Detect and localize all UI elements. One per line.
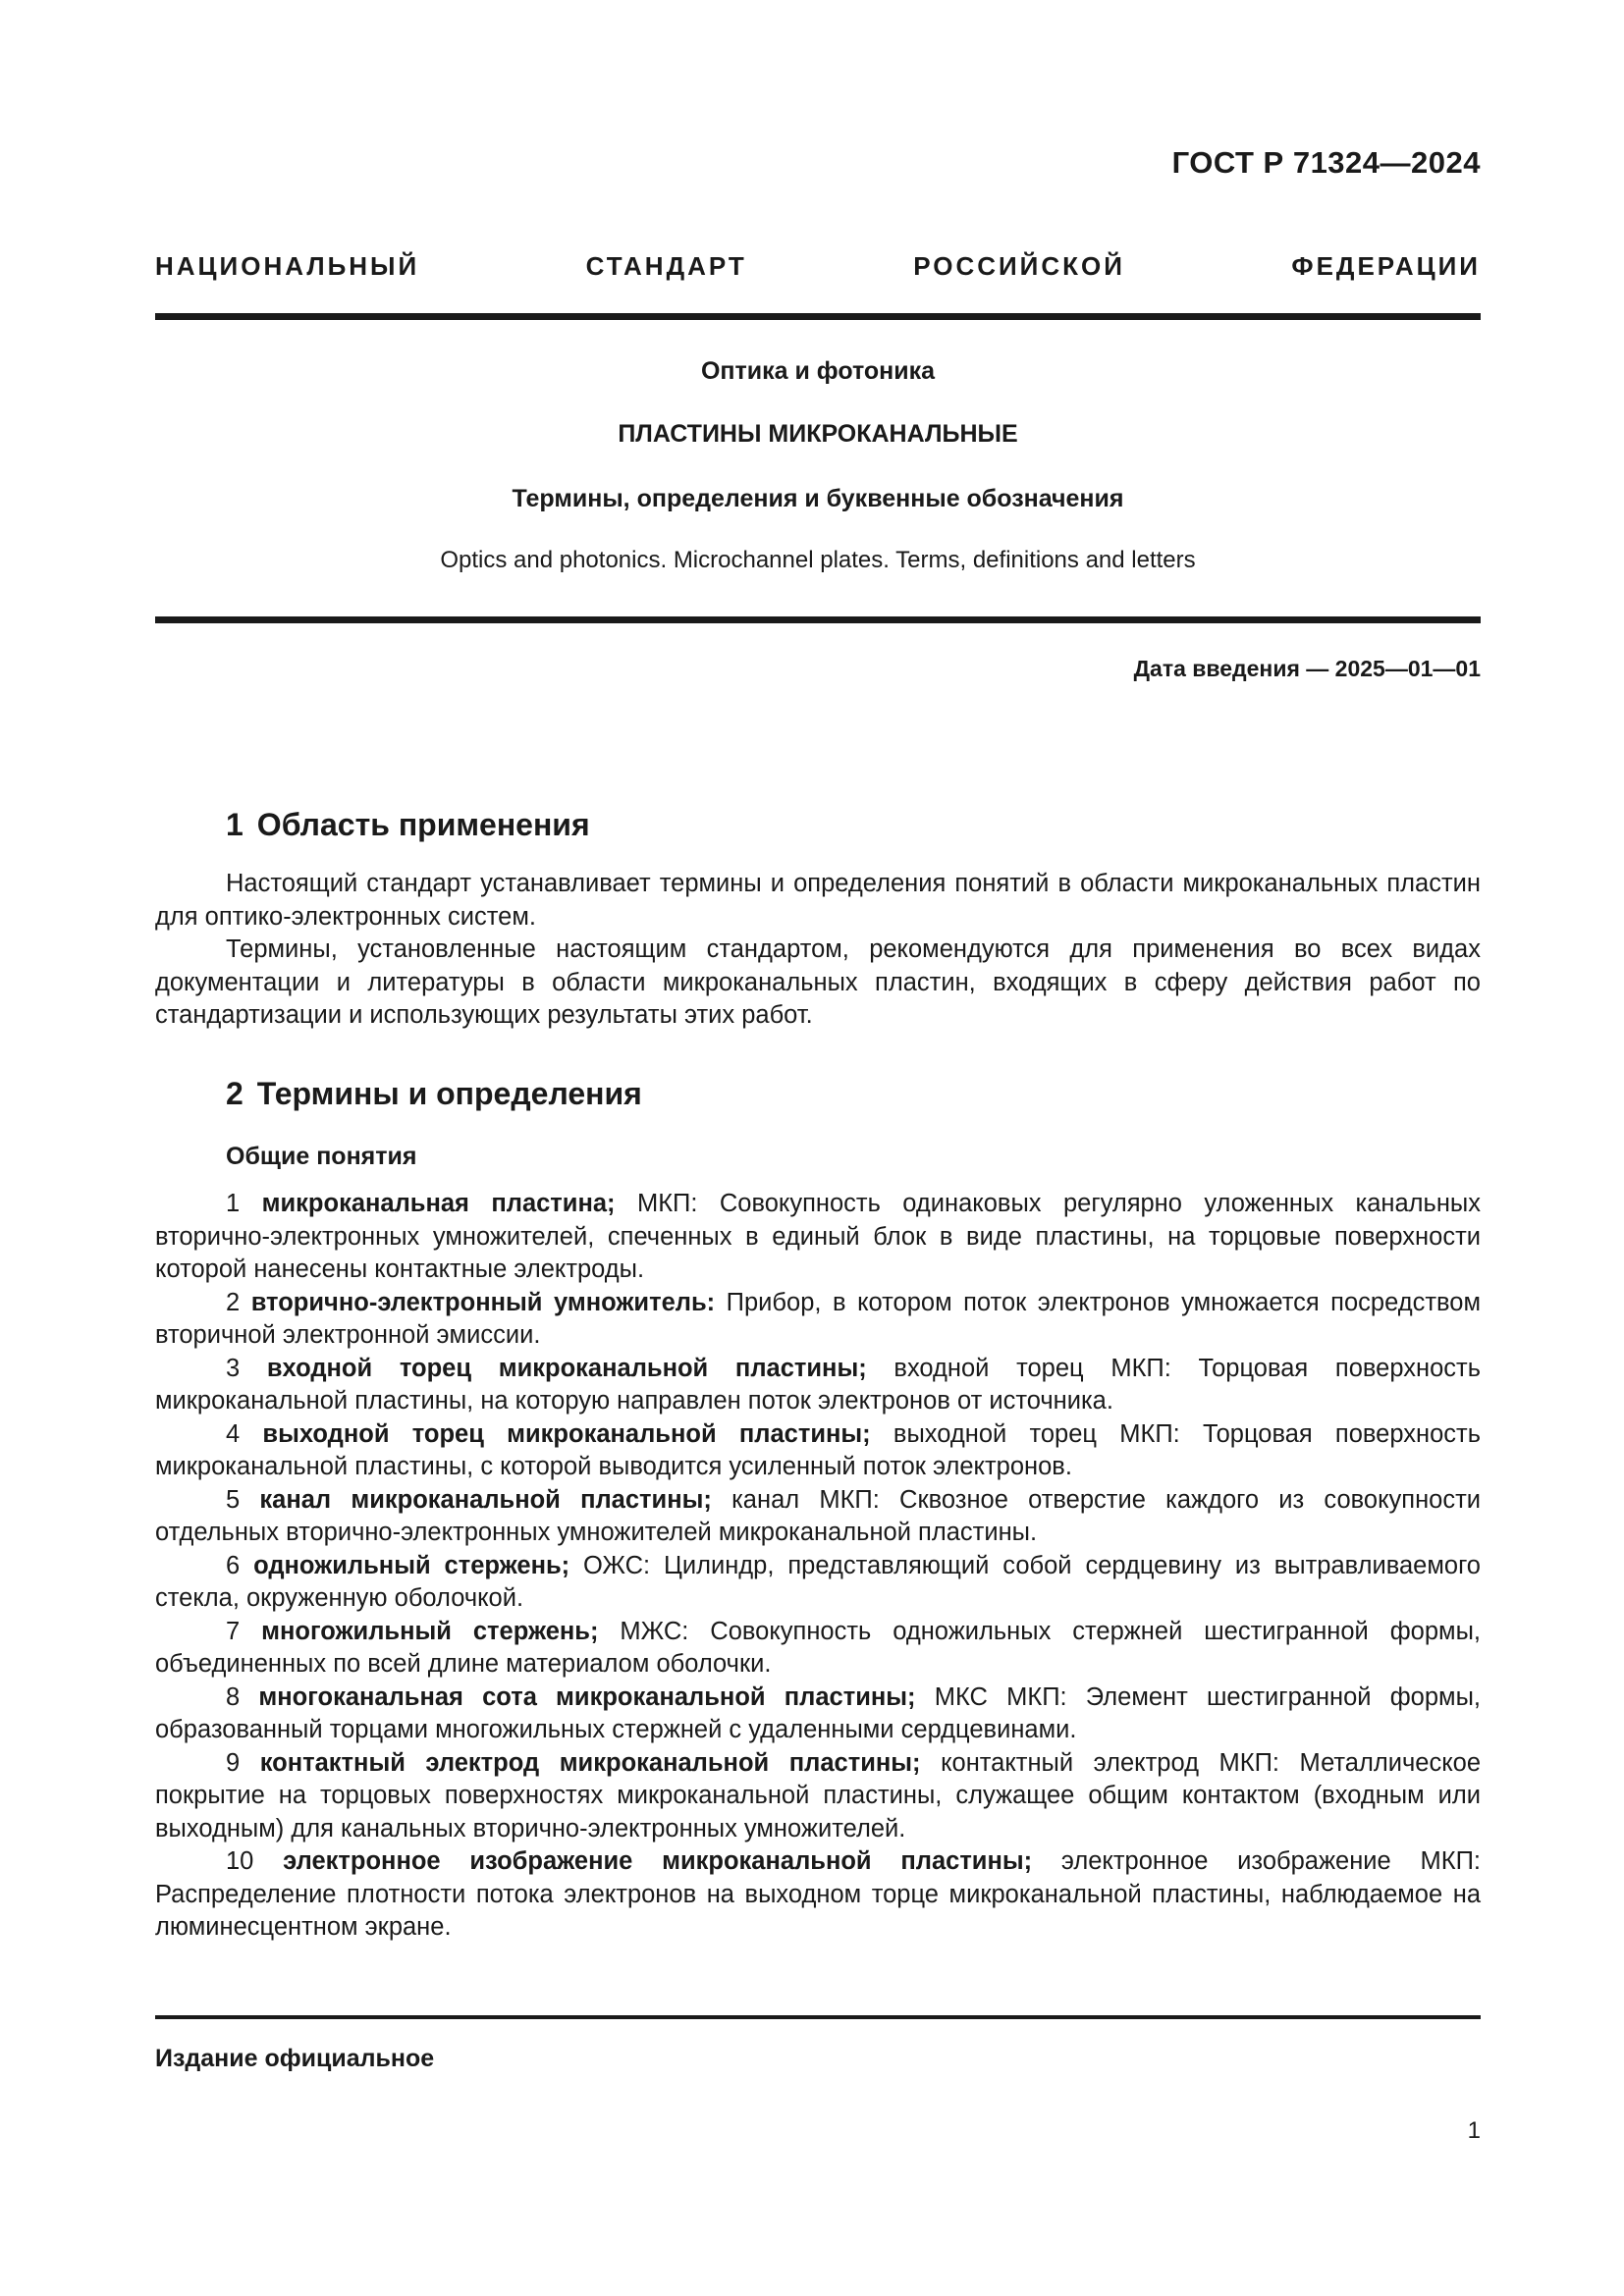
title-divider — [155, 616, 1481, 623]
term-definition: МЖС: Совокупность одножильных стержней шестигранной формы, объединенных по всей длине материалом оболочки. — [155, 1617, 1481, 1678]
term-definition: Прибор, в котором поток электронов умножается посредством вторичной электронной эмиссии. — [155, 1288, 1481, 1349]
section-1-heading — [226, 807, 590, 843]
term-definition: МКП: Совокупность одинаковых регулярно уложенных канальных вторично-электронных умножителей, спеченных в единый блок в виде пластины, на торцовые поверхности которой нанесены контактные электроды. — [155, 1190, 1481, 1283]
title-english: Optics and photonics. Microchannel plates. Terms, definitions and letters — [440, 547, 1196, 573]
term-entry — [155, 1616, 1481, 1682]
term-definition: входной торец МКП: Торцовая поверхность микроканальной пластины, на которую направлен поток электронов от источника. — [155, 1354, 1481, 1415]
term-entry — [155, 1550, 1481, 1616]
term-definition: электронное изображение МКП: Распределение плотности потока электронов на выходном торце микроканальной пластины, наблюдаемое на люминесцентном экране. — [155, 1847, 1481, 1941]
paragraph: Настоящий стандарт устанавливает термины и определения понятий в области микроканальных пластин для оптико-электронных систем. — [155, 870, 1481, 931]
title-name: ПЛАСТИНЫ МИКРОКАНАЛЬНЫЕ — [618, 420, 1018, 448]
section-number: 2 — [226, 1076, 244, 1111]
term-name: многоканальная сота микроканальной пластины; — [258, 1682, 916, 1711]
section-2-heading — [226, 1076, 642, 1112]
document-code: ГОСТ Р 71324—2024 — [1171, 145, 1481, 180]
term-name: электронное изображение микроканальной пластины; — [283, 1847, 1033, 1875]
term-number: 7 — [226, 1617, 241, 1645]
term-number: 8 — [226, 1682, 241, 1711]
term-number: 10 — [226, 1847, 254, 1875]
term-name: вторично-электронный умножитель: — [250, 1288, 716, 1316]
term-number: 6 — [226, 1551, 241, 1579]
title-category: Оптика и фотоника — [700, 357, 936, 385]
term-entry — [155, 1484, 1481, 1550]
term-definition: контактный электрод МКП: Металлическое покрытие на торцовых поверхностях микроканальной пластины, служащее общим контактом (входным или выходным) для канальных вторично-электронных умножителей. — [155, 1748, 1481, 1842]
section-number: 1 — [226, 807, 244, 842]
term-entry — [155, 1418, 1481, 1484]
terms-list — [155, 1188, 1481, 1945]
footer-divider — [155, 2015, 1481, 2019]
paragraph: Термины, установленные настоящим стандартом, рекомендуются для применения во всех видах документации и литературы в области микроканальных пластин, входящих в сферу действия работ по стандартизации и использующих результаты этих работ. — [155, 935, 1481, 1029]
term-number: 9 — [226, 1748, 241, 1777]
term-entry — [155, 1188, 1481, 1287]
term-name: входной торец микроканальной пластины; — [266, 1354, 867, 1382]
term-number: 4 — [226, 1419, 241, 1448]
term-entry — [155, 1353, 1481, 1418]
title-subtitle: Термины, определения и буквенные обозначения — [512, 485, 1124, 512]
term-definition: выходной торец МКП: Торцовая поверхность микроканальной пластины, с которой выводится усиленный поток электронов. — [155, 1419, 1481, 1480]
term-name: контактный электрод микроканальной пластины; — [259, 1748, 921, 1777]
section-1-body — [155, 868, 1481, 1033]
term-name: микроканальная пластина; — [261, 1190, 616, 1217]
subsection-heading: Общие понятия — [226, 1143, 417, 1170]
edition-label: Издание официальное — [155, 2045, 435, 2072]
section-title: Термины и определения — [256, 1076, 642, 1111]
term-name: выходной торец микроканальной пластины; — [262, 1419, 871, 1448]
national-standard-banner: НАЦИОНАЛЬНЫЙ СТАНДАРТ РОССИЙСКОЙ ФЕДЕРАЦИИ — [155, 251, 1481, 281]
term-entry — [155, 1682, 1481, 1747]
term-entry — [155, 1287, 1481, 1353]
term-number: 3 — [226, 1354, 241, 1382]
term-definition: канал МКП: Сквозное отверстие каждого из совокупности отдельных вторично-электронных умножителей микроканальной пластины. — [155, 1485, 1482, 1546]
term-number: 5 — [226, 1485, 241, 1514]
term-name: многожильный стержень; — [261, 1617, 599, 1645]
term-definition: ОЖС: Цилиндр, представляющий собой сердцевину из вытравливаемого стекла, окруженную оболочкой. — [155, 1551, 1481, 1612]
date-introduction: Дата введения — 2025—01—01 — [1133, 656, 1481, 681]
page-number: 1 — [1467, 2117, 1481, 2144]
term-entry — [155, 1845, 1481, 1945]
term-definition: МКС МКП: Элемент шестигранной формы, образованный торцами многожильных стержней с удаленными сердцевинами. — [155, 1682, 1481, 1743]
term-name: одножильный стержень; — [253, 1551, 570, 1579]
term-number: 1 — [226, 1190, 241, 1217]
term-entry — [155, 1747, 1481, 1846]
top-divider — [155, 313, 1481, 320]
term-number: 2 — [226, 1288, 241, 1316]
section-title: Область применения — [256, 807, 590, 842]
term-name: канал микроканальной пластины; — [259, 1485, 712, 1514]
